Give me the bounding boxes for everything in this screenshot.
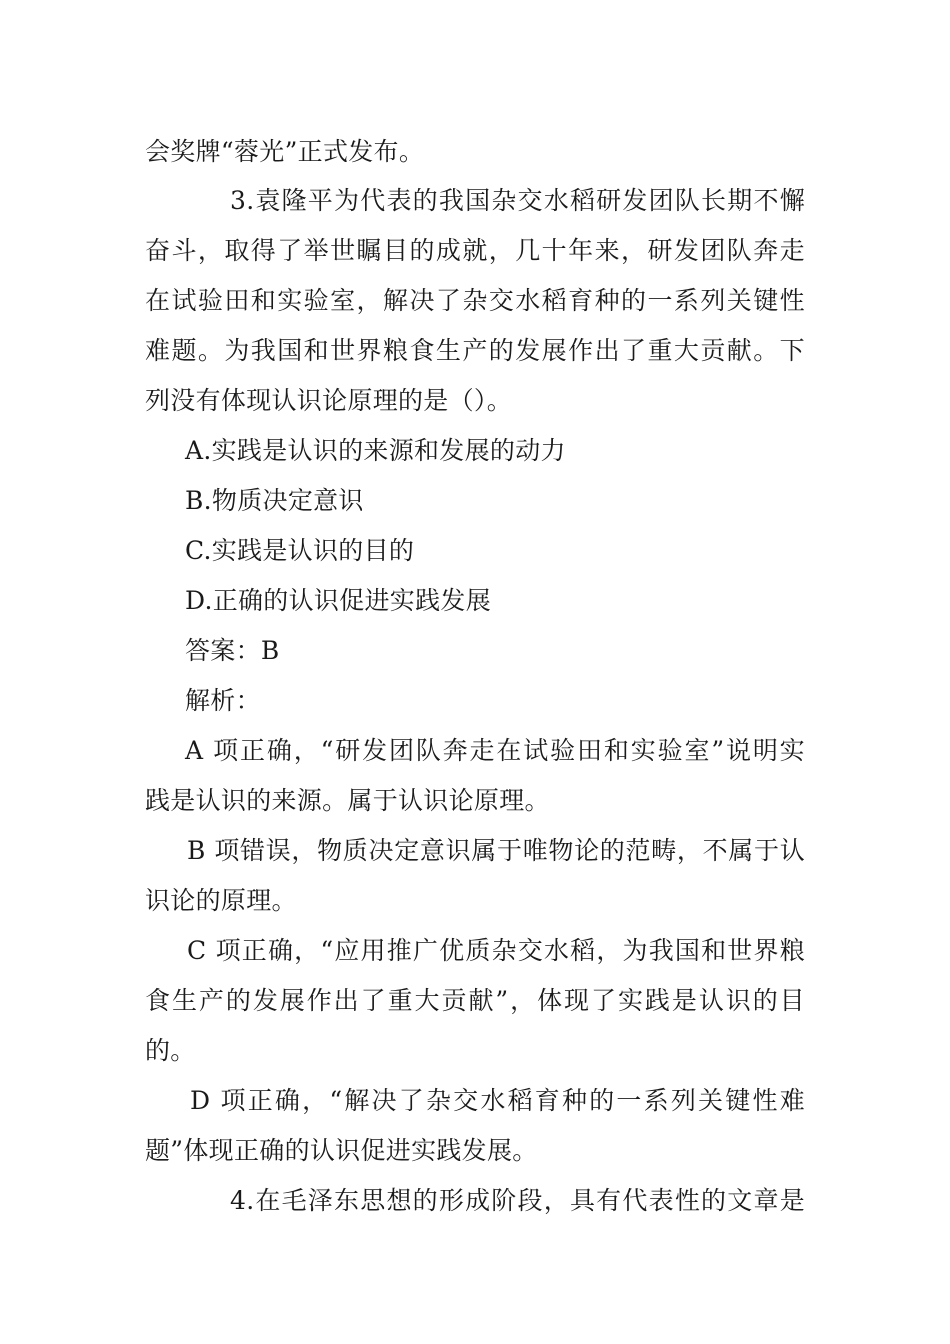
text-line: 在试验田和实验室，解决了杂交水稻育种的一系列关键性 [145,286,805,315]
option-a: A.实践是认识的来源和发展的动力 [185,436,566,465]
analysis-a-line: A 项正确，“研发团队奔走在试验田和实验室”说明实 [185,736,805,765]
analysis-b-line: B 项错误，物质决定意识属于唯物论的范畴，不属于认 [187,836,805,865]
analysis-heading: 解析： [185,686,261,715]
text-line: 践是认识的来源。属于认识论原理。 [145,786,550,815]
text-line: 奋斗，取得了举世瞩目的成就，几十年来，研发团队奔走 [145,236,805,265]
answer-line: 答案：B [185,636,280,665]
text-line: 会奖牌“蓉光”正式发布。 [145,137,425,166]
text-line: 识论的原理。 [145,886,297,915]
option-c: C.实践是认识的目的 [185,536,415,565]
question-4-line: 4.在毛泽东思想的形成阶段，具有代表性的文章是 [230,1186,805,1215]
text-line: 难题。为我国和世界粮食生产的发展作出了重大贡献。下 [145,336,805,365]
text-line: 列没有体现认识论原理的是（）。 [145,386,513,415]
text-line: 的。 [145,1036,196,1065]
analysis-c-line: C 项正确，“应用推广优质杂交水稻，为我国和世界粮 [187,936,805,965]
text-line: 题”体现正确的认识促进实践发展。 [145,1136,538,1165]
option-d: D.正确的认识促进实践发展 [185,586,492,615]
analysis-d-line: D 项正确，“解决了杂交水稻育种的一系列关键性难 [190,1086,805,1115]
option-b: B.物质决定意识 [185,486,364,515]
text-line: 食生产的发展作出了重大贡献”，体现了实践是认识的目 [145,986,805,1015]
question-3-line: 3.袁隆平为代表的我国杂交水稻研发团队长期不懈 [230,186,805,215]
